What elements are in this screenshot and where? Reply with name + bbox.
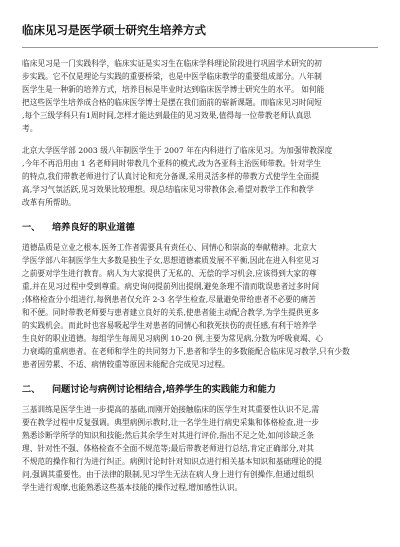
text-line: 生良好的职业道德。每组学生每周见习病例 10-20 例,主要为常见病,分数为呼吸衰竭、心 — [22, 334, 324, 343]
text-line: 临床见习是一门实践科学，临床实证是实习生在临床学科理论阶段进行巩固学术研究的初 — [22, 59, 322, 68]
section-number: 二、 — [22, 384, 41, 395]
text-line: 患者因劳累、不适、病情较重等原因未能配合完成见习过程。 — [22, 360, 230, 369]
text-line: 问,强调其重要性。由于法律的限制,见习学生无法在病人身上进行有创操作,但通过组织 — [22, 470, 314, 479]
text-line: 之前要对学生进行教育。病人为大家提供了无私的、无偿的学习机会,应该得到大家的尊 — [22, 269, 317, 278]
text-line: 和不便。同时带教老师要与患者建立良好的关系,使患者能主动配合教学,为学生提供更多 — [22, 308, 320, 317]
text-line: 考。 — [22, 124, 38, 133]
section-heading-1 — [22, 221, 378, 235]
text-line: 学生进行观摩,也能熟悉这些基本技能的操作过程,增加感性认识。 — [22, 483, 243, 492]
intro-paragraph — [22, 57, 378, 135]
section-title: 问题讨论与病例讨论相结合,培养学生的实践能力和能力 — [52, 384, 276, 395]
text-line: 熟悉诊断学所学的知识和技能;然后其余学生对其进行评价,指出不足之处,如问诊缺乏条 — [22, 431, 314, 440]
section-2-paragraph — [22, 403, 378, 494]
text-line: 改革有所帮助。 — [22, 198, 76, 207]
text-line: ,今年不再沿用由 1 名老师同时带教几个亚科的模式,改为各亚科主治医师带教。针对学生 — [22, 159, 322, 168]
text-line: 的实践机会。而此时也容易吸起学生对患者的同情心和救死扶伤的责任感,有利于培养学 — [22, 321, 317, 330]
text-line: 不规范的操作和行为进行纠正。病例讨论时针对知识点进行相关基本知识和基础理论的提 — [22, 457, 322, 466]
text-line: 要在教学过程中反复强调。典型病例示教时,让一名学生进行病史采集和体格检查,进一步 — [22, 418, 320, 427]
second-paragraph — [22, 144, 378, 209]
text-line: 的特点,我们带教老师进行了认真讨论和充分备课,采用灵活多样的带教方式使学生全面提 — [22, 172, 320, 181]
text-line: 学医学部八年制医学生大多数是独生子女,思想道德素质发展不平衡,因此在进入科室见习 — [22, 256, 320, 265]
document-title: 临床见习是医学硕士研究生培养方式 — [22, 23, 206, 37]
section-title: 培养良好的职业道德 — [52, 222, 135, 233]
text-line: 力衰竭的重病患者。在老师和学生的共同努力下,患者和学生的多数能配合临床见习教学,只有少数 — [22, 347, 350, 356]
text-line: 重,并在见习过程中受到尊重。病史询问提前列出提纲,避免条理不清而耽误患者过多时间 — [22, 282, 320, 291]
text-line: 理、针对性不强、体格检查不全面不规范等;最后带教老师进行总结,肯定正确部分,对其 — [22, 444, 314, 453]
section-heading-2 — [22, 383, 378, 397]
text-line: 三基训练是医学生进一步提高的基础,而刚开始接触临床的医学生对其重要性认识不足,需 — [22, 405, 320, 414]
text-line: ;体格检查分小组进行,每例患者仅允许 2-3 名学生检查,尽量避免带给患者不必要的痛苦 — [22, 295, 316, 304]
text-line: 道德品质是立业之根本,医务工作者需要具有责任心、同情心和崇高的奉献精神。北京大 — [22, 243, 317, 252]
text-line: 高,学习气氛活跃,见习效果比较理想。现总结临床见习带教体会,希望对教学工作和教学 — [22, 185, 314, 194]
section-1-paragraph — [22, 241, 378, 371]
text-line: 医学生是一种新的培养方式，培养目标是毕业时达到临床医学博士研究生的水平。 如何能 — [22, 85, 325, 94]
text-line: 步实践。它不仅是理论与实践的重要桥梁，也是中医学临床教学的重要组成部分。八年制 — [22, 72, 322, 81]
text-line: ,每个三级学科只有1周时间,怎样才能达到最佳的见习效果,值得每一位带教老师认真思 — [22, 111, 311, 120]
title-divider — [22, 47, 378, 48]
text-line: 把这些医学生培养成合格的临床医学博士是摆在我们面前的崭新课题。而临床见习时间短 — [22, 98, 322, 107]
text-line: 北京大学医学部 2003 级八年制医学生于 2007 年在内科进行了临床见习。为加强带教深度 — [22, 146, 333, 155]
section-number: 一、 — [22, 222, 41, 233]
